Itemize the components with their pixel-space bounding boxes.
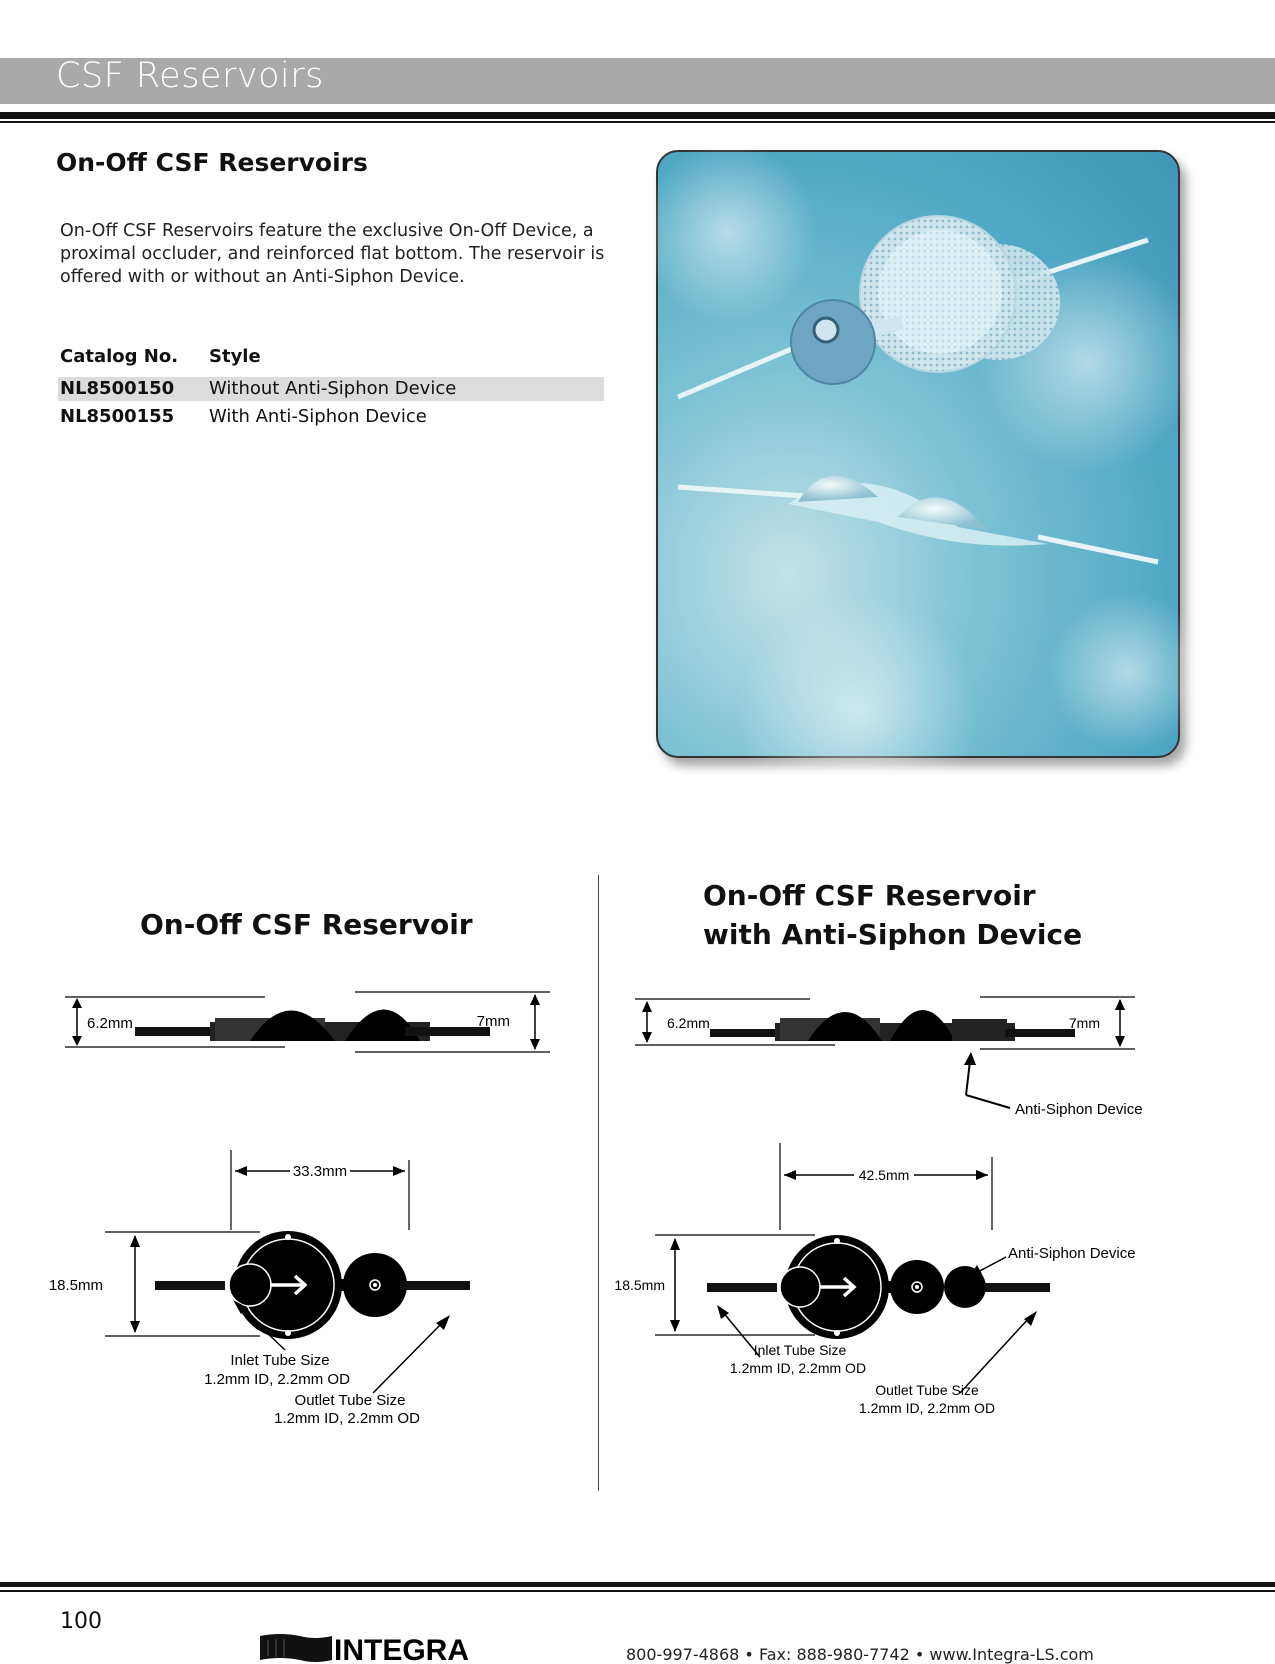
style: With Anti-Siphon Device xyxy=(209,406,427,427)
length-label: 33.3mm xyxy=(292,1163,348,1180)
header-style: Style xyxy=(209,346,261,367)
diagram-title xyxy=(703,876,1082,954)
diagram-on-off-reservoir xyxy=(48,980,585,1427)
height-right-label: 7mm xyxy=(476,1013,510,1030)
width-label: 18.5mm xyxy=(48,1277,103,1294)
inlet-tube-label: Inlet Tube Size xyxy=(230,1352,330,1369)
inlet-tube-spec: 1.2mm ID, 2.2mm OD xyxy=(204,1371,350,1388)
footer-rule xyxy=(0,1582,1275,1587)
style: Without Anti-Siphon Device xyxy=(209,378,457,399)
top-view xyxy=(614,1143,1135,1416)
side-view xyxy=(635,997,1143,1118)
page-header-title: CSF Reservoirs xyxy=(56,56,324,96)
diagram-on-off-reservoir-anti-siphon xyxy=(610,985,1180,1425)
contact-info: 800-997-4868 • Fax: 888-980-7742 • www.Integra-LS.com xyxy=(626,1645,1094,1664)
table-row xyxy=(58,405,604,429)
product-photo xyxy=(656,150,1180,758)
outlet-tube-label: Outlet Tube Size xyxy=(294,1392,406,1409)
anti-siphon-label-top: Anti-Siphon Device xyxy=(1008,1245,1136,1262)
outlet-tube-label: Outlet Tube Size xyxy=(875,1382,979,1398)
product-photo-illustration xyxy=(658,152,1178,756)
anti-siphon-label: Anti-Siphon Device xyxy=(1015,1101,1143,1118)
height-left-label: 6.2mm xyxy=(87,1015,133,1032)
table-row xyxy=(58,377,604,401)
header-rule xyxy=(0,112,1275,119)
inlet-tube-label: Inlet Tube Size xyxy=(753,1342,847,1358)
height-right-label: 7mm xyxy=(1068,1015,1100,1031)
inlet-tube-spec: 1.2mm ID, 2.2mm OD xyxy=(729,1360,867,1376)
page-number: 100 xyxy=(60,1609,102,1634)
integra-logo xyxy=(260,1630,500,1664)
header-rule-thin xyxy=(0,121,1275,123)
diagram-title: On-Off CSF Reservoir xyxy=(140,908,473,941)
outlet-tube-spec: 1.2mm ID, 2.2mm OD xyxy=(858,1400,996,1416)
diagram-title-line1: On-Off CSF Reservoir xyxy=(703,879,1036,912)
width-label: 18.5mm xyxy=(614,1277,665,1293)
catalog-no: NL8500150 xyxy=(60,378,175,399)
outlet-tube-spec: 1.2mm ID, 2.2mm OD xyxy=(274,1410,420,1427)
catalog-no: NL8500155 xyxy=(60,406,175,427)
length-label: 42.5mm xyxy=(858,1167,910,1183)
header-catalog-no: Catalog No. xyxy=(60,346,179,367)
diagram-divider xyxy=(598,875,599,1491)
brand-name: INTEGRA xyxy=(334,1634,469,1664)
side-view xyxy=(65,992,550,1052)
table-header-row xyxy=(58,345,604,369)
diagram-title-line2: with Anti-Siphon Device xyxy=(703,918,1083,951)
footer-rule-thin xyxy=(0,1590,1275,1592)
top-view xyxy=(49,1150,470,1427)
section-title: On-Off CSF Reservoirs xyxy=(56,148,368,177)
height-left-label: 6.2mm xyxy=(667,1015,710,1031)
intro-paragraph: On-Off CSF Reservoirs feature the exclusive On-Off Device, a proximal occluder, and reinforced flat bottom. The reservoir is offered with or without an Anti-Siphon Device. xyxy=(60,221,605,287)
